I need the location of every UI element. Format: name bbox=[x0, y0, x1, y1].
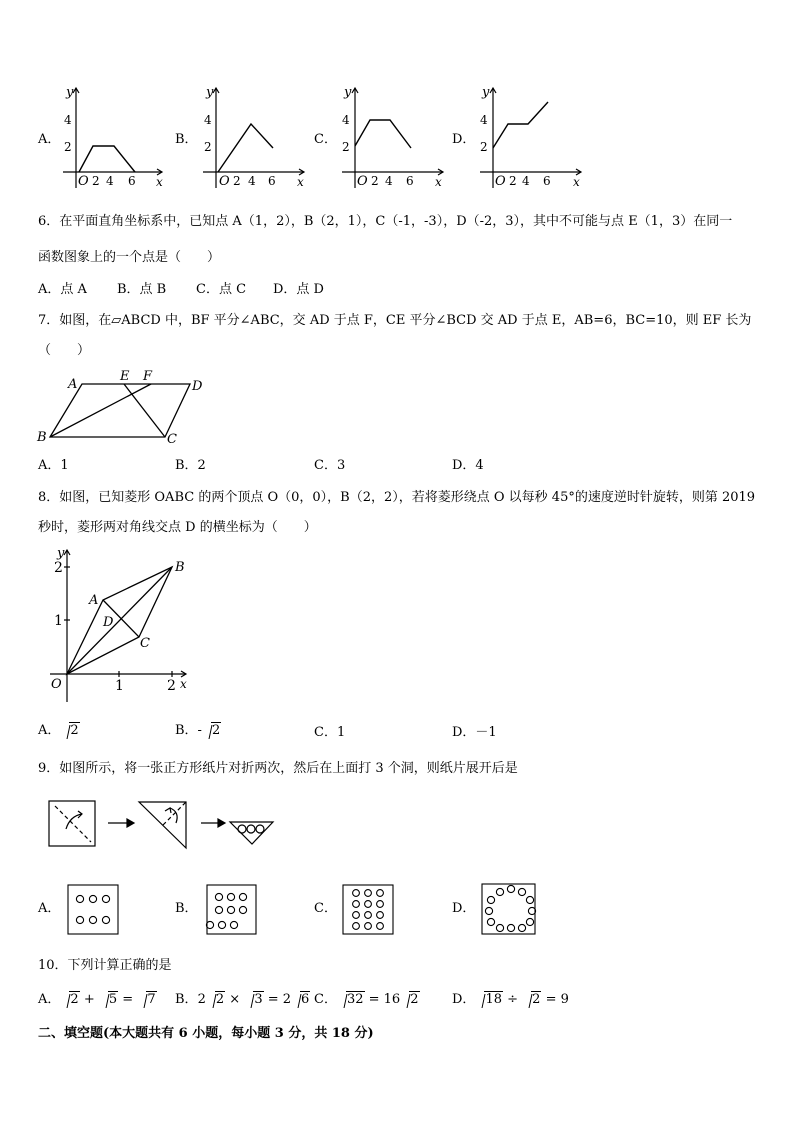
tick-label: 6 bbox=[128, 174, 136, 188]
operator: × bbox=[229, 992, 241, 1007]
operator: = 2 bbox=[267, 992, 292, 1007]
tick-label: 2 bbox=[509, 174, 517, 188]
radicand: 2 bbox=[211, 723, 221, 738]
radicand: 2 bbox=[70, 723, 79, 738]
radicand: 6 bbox=[301, 992, 310, 1007]
axis-y-label: y bbox=[66, 85, 74, 100]
option-label: B． bbox=[175, 992, 198, 1007]
q10-stem: 10．下列计算正确的是 bbox=[38, 958, 172, 973]
q5-option-a-label: A． bbox=[38, 132, 61, 147]
tick-label: 4 bbox=[64, 113, 72, 127]
tick-label: 4 bbox=[522, 174, 530, 188]
q6-option-a: A．点 A bbox=[38, 282, 87, 297]
q6-stem-line1: 6．在平面直角坐标系中，已知点 A（1，2），B（2，1），C（-1，-3），D（-2，3），其中不可能与点 E（1，3）在同一 bbox=[38, 214, 733, 229]
vertex-label: C bbox=[140, 636, 150, 651]
q7-stem-line2: （ ） bbox=[38, 343, 91, 358]
tick-label: 1 bbox=[54, 613, 63, 629]
axis-x-label: x bbox=[297, 175, 304, 189]
q8-option-c: C．1 bbox=[314, 725, 346, 740]
tick-label: 2 bbox=[204, 140, 212, 154]
tick-label: 2 bbox=[92, 174, 100, 188]
radicand: 2 bbox=[215, 992, 225, 1007]
axis-x-label: x bbox=[435, 175, 442, 189]
sqrt-symbol bbox=[337, 991, 365, 1009]
axis-y-label: y bbox=[206, 85, 214, 100]
radicand: 2 bbox=[70, 992, 79, 1007]
sqrt-symbol bbox=[522, 991, 541, 1009]
q5-option-d-label: D． bbox=[452, 132, 476, 147]
q8-stem-line2: 秒时，菱形两对角线交点 D 的横坐标为（ ） bbox=[38, 520, 317, 535]
tick-label: 2 bbox=[167, 678, 176, 694]
q6-stem-line2: 函数图象上的一个点是（ ） bbox=[38, 250, 221, 265]
tick-label: 2 bbox=[233, 174, 241, 188]
origin-label: O bbox=[78, 174, 89, 189]
axis-y-label: y bbox=[482, 85, 490, 100]
coefficient: 2 bbox=[197, 992, 206, 1007]
q8-option-a-label: A． bbox=[38, 723, 61, 738]
q7-stem-line1: 7．如图，在▱ABCD 中，BF 平分∠ABC，交 AD 于点 F，CE 平分∠BCD 交 AD 于点 E，AB=6，BC=10，则 EF 长为 bbox=[38, 313, 752, 328]
option-label: D． bbox=[452, 992, 476, 1007]
point-label: F bbox=[143, 369, 153, 384]
q7-option-c: C．3 bbox=[314, 458, 346, 473]
tick-label: 4 bbox=[106, 174, 114, 188]
q6-option-d: D．点 D bbox=[273, 282, 324, 297]
vertex-label: D bbox=[192, 379, 203, 394]
q9-option-c-label: C． bbox=[314, 901, 337, 916]
axis-y-label: y bbox=[344, 85, 352, 100]
radicand: 2 bbox=[410, 992, 419, 1007]
q7-option-a: A．1 bbox=[38, 458, 69, 473]
axis-x-label: x bbox=[156, 175, 163, 189]
tick-label: 6 bbox=[543, 174, 551, 188]
sqrt-symbol bbox=[137, 991, 156, 1009]
q8-option-b-label: B．- bbox=[175, 723, 202, 738]
q7-option-d: D．4 bbox=[452, 458, 484, 473]
tick-label: 4 bbox=[204, 113, 212, 127]
tick-label: 6 bbox=[268, 174, 276, 188]
q9-option-d-label: D． bbox=[452, 901, 476, 916]
origin-label: O bbox=[495, 174, 506, 189]
q8-stem-line1: 8．如图，已知菱形 OABC 的两个顶点 O（0，0），B（2，2），若将菱形绕点 O 以每秒 45°的速度逆时针旋转，则第 2019 bbox=[38, 490, 756, 505]
q10-option-a bbox=[38, 991, 157, 1009]
origin-label: O bbox=[219, 174, 230, 189]
vertex-label: B bbox=[175, 560, 185, 575]
operator: ÷ bbox=[507, 992, 519, 1007]
vertex-label: B bbox=[37, 430, 47, 445]
operator: = 9 bbox=[545, 992, 569, 1007]
radicand: 3 bbox=[254, 992, 263, 1007]
q9-option-a-label: A． bbox=[38, 901, 61, 916]
vertex-label: C bbox=[167, 432, 177, 447]
origin-label: O bbox=[51, 677, 62, 692]
sqrt-symbol bbox=[206, 991, 225, 1009]
tick-label: 4 bbox=[342, 113, 350, 127]
option-label: A． bbox=[38, 992, 61, 1007]
sqrt-symbol bbox=[244, 991, 263, 1009]
q9-option-b-label: B． bbox=[175, 901, 198, 916]
tick-label: 2 bbox=[54, 560, 63, 576]
q10-option-b bbox=[175, 991, 310, 1009]
radicand: 32 bbox=[346, 992, 364, 1007]
sqrt-symbol bbox=[99, 991, 118, 1009]
vertex-label: A bbox=[68, 377, 78, 392]
option-label: C． bbox=[314, 992, 337, 1007]
q9-stem: 9．如图所示，将一张正方形纸片对折两次，然后在上面打 3 个洞，则纸片展开后是 bbox=[38, 761, 518, 776]
tick-label: 4 bbox=[248, 174, 256, 188]
vertex-label: A bbox=[89, 593, 99, 608]
tick-label: 2 bbox=[371, 174, 379, 188]
radicand: 2 bbox=[532, 992, 541, 1007]
radicand: 7 bbox=[147, 992, 156, 1007]
section-heading: 二、填空题(本大题共有 6 小题，每小题 3 分，共 18 分) bbox=[38, 1026, 374, 1041]
sqrt-symbol bbox=[291, 991, 310, 1009]
q10-option-c bbox=[314, 991, 420, 1009]
operator: = 16 bbox=[368, 992, 401, 1007]
sqrt-symbol bbox=[475, 991, 503, 1009]
sqrt-symbol bbox=[60, 991, 79, 1009]
origin-label: O bbox=[357, 174, 368, 189]
axis-x-label: x bbox=[180, 677, 187, 691]
tick-label: 4 bbox=[480, 113, 488, 127]
tick-label: 1 bbox=[115, 678, 124, 694]
sqrt-symbol bbox=[400, 991, 419, 1009]
tick-label: 6 bbox=[406, 174, 414, 188]
point-label: D bbox=[103, 615, 114, 630]
radicand: 5 bbox=[108, 992, 118, 1007]
q6-option-b: B．点 B bbox=[117, 282, 167, 297]
q8-option-d: D．－1 bbox=[452, 725, 497, 740]
q6-option-c: C．点 C bbox=[196, 282, 247, 297]
q7-option-b: B．2 bbox=[175, 458, 206, 473]
tick-label: 2 bbox=[64, 140, 72, 154]
q5-option-c-label: C． bbox=[314, 132, 337, 147]
tick-label: 4 bbox=[385, 174, 393, 188]
axis-x-label: x bbox=[573, 175, 580, 189]
q10-option-d bbox=[452, 991, 569, 1009]
tick-label: 2 bbox=[480, 140, 488, 154]
radicand: 18 bbox=[485, 992, 502, 1007]
q5-option-b-label: B． bbox=[175, 132, 198, 147]
operator: = bbox=[122, 992, 134, 1007]
axis-y-label: y bbox=[57, 546, 65, 561]
tick-label: 2 bbox=[342, 140, 350, 154]
point-label: E bbox=[120, 369, 130, 384]
operator: + bbox=[83, 992, 95, 1007]
